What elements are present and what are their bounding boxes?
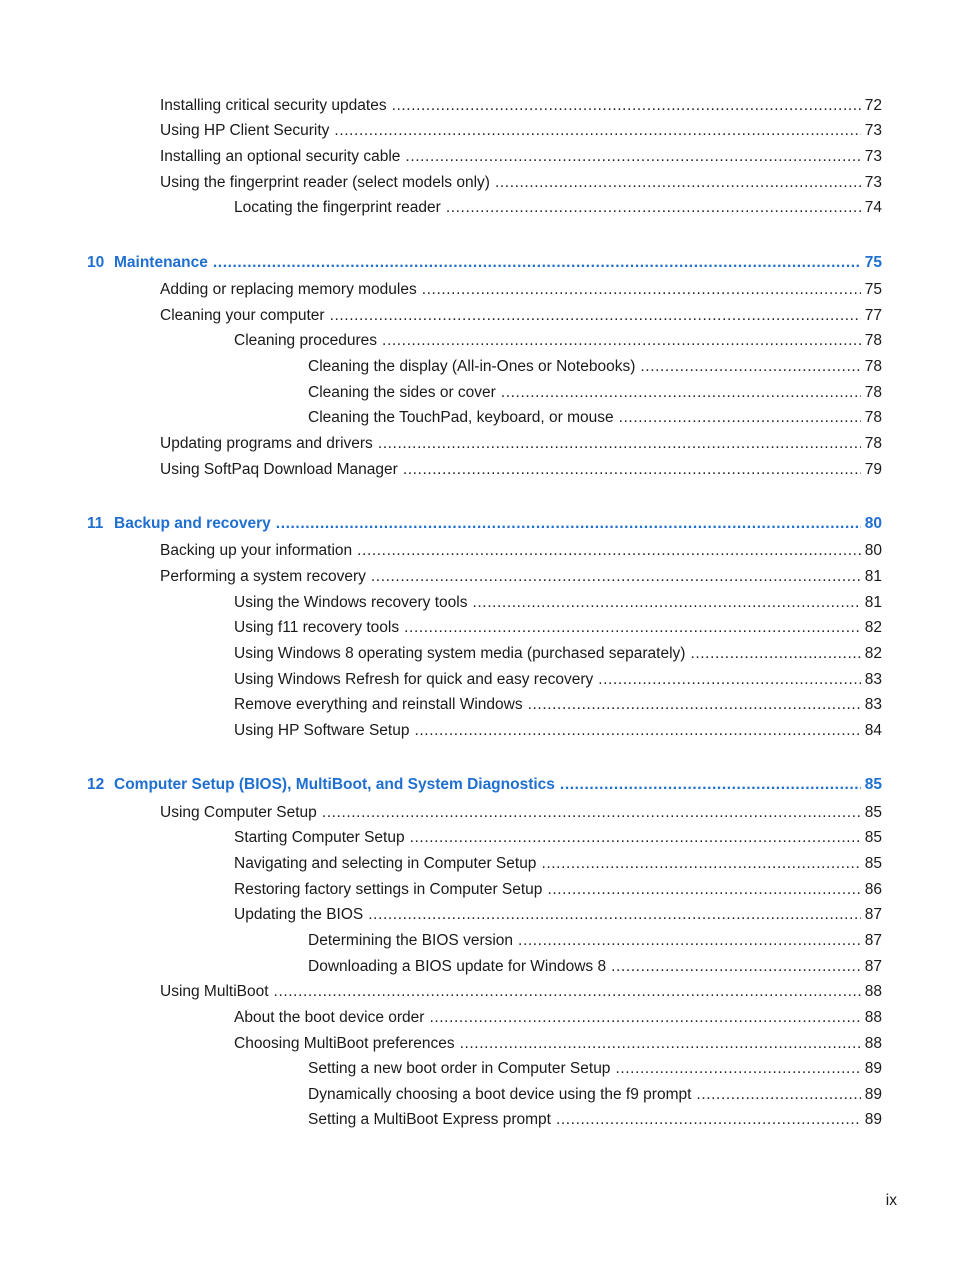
dot-leader <box>556 1109 861 1131</box>
toc-entry[interactable] <box>160 802 882 824</box>
toc-entry-title: Using Windows 8 operating system media (purchased separately) <box>234 645 686 662</box>
toc-entry-page: 87 <box>864 906 882 923</box>
toc-entry-page: 81 <box>864 594 882 611</box>
dot-leader <box>422 279 861 301</box>
toc-entry[interactable] <box>160 540 882 562</box>
toc-entry-page: 85 <box>864 804 882 821</box>
dot-leader <box>368 904 861 926</box>
toc-entry-title: Cleaning the TouchPad, keyboard, or mouse <box>308 409 614 426</box>
dot-leader <box>405 146 860 168</box>
toc-entry-title: Dynamically choosing a boot device using the f9 prompt <box>308 1086 692 1103</box>
dot-leader <box>213 252 861 274</box>
page-number: ix <box>885 1192 897 1209</box>
dot-leader <box>560 774 861 796</box>
toc-entry-page: 86 <box>864 881 882 898</box>
toc-entry[interactable] <box>234 827 882 849</box>
toc-entry-title: Remove everything and reinstall Windows <box>234 696 523 713</box>
toc-entry-page: 73 <box>864 122 882 139</box>
dot-leader <box>615 1058 860 1080</box>
toc-entry-title: Updating programs and drivers <box>160 435 373 452</box>
toc-entry-page: 88 <box>864 1009 882 1026</box>
toc-entry[interactable] <box>160 305 882 327</box>
toc-entry-title: Using the fingerprint reader (select models only) <box>160 174 490 191</box>
toc-entry-page: 89 <box>864 1086 882 1103</box>
toc-entry-title: Cleaning your computer <box>160 307 325 324</box>
toc-entry-title: Using SoftPaq Download Manager <box>160 461 398 478</box>
toc-entry-page: 88 <box>864 983 882 1000</box>
toc-entry-page: 85 <box>864 776 882 793</box>
dot-leader <box>640 356 860 378</box>
dot-leader <box>357 540 861 562</box>
toc-entry-page: 73 <box>864 174 882 191</box>
toc-chapter-entry[interactable] <box>87 513 882 535</box>
dot-leader <box>404 617 861 639</box>
toc-entry[interactable] <box>234 853 882 875</box>
toc-entry[interactable] <box>308 1084 882 1106</box>
dot-leader <box>274 981 861 1003</box>
dot-leader <box>690 643 860 665</box>
dot-leader <box>446 197 861 219</box>
toc-entry[interactable] <box>160 95 882 117</box>
dot-leader <box>410 827 861 849</box>
dot-leader <box>528 694 861 716</box>
dot-leader <box>334 120 860 142</box>
dot-leader <box>696 1084 860 1106</box>
toc-entry[interactable] <box>308 407 882 429</box>
toc-entry-page: 84 <box>864 722 882 739</box>
toc-entry-page: 87 <box>864 958 882 975</box>
toc-entry-page: 83 <box>864 671 882 688</box>
toc-entry-page: 74 <box>864 199 882 216</box>
toc-entry-page: 79 <box>864 461 882 478</box>
toc-entry[interactable] <box>234 669 882 691</box>
toc-entry-page: 75 <box>864 254 882 271</box>
chapter-number: 12 <box>87 776 105 793</box>
toc-entry-title: Adding or replacing memory modules <box>160 281 417 298</box>
toc-entry-title: Starting Computer Setup <box>234 829 405 846</box>
toc-entry[interactable] <box>234 720 882 742</box>
dot-leader <box>382 330 861 352</box>
dot-leader <box>611 956 861 978</box>
toc-entry[interactable] <box>308 382 882 404</box>
toc-entry[interactable] <box>234 197 882 219</box>
dot-leader <box>330 305 861 327</box>
toc-entry-title: Updating the BIOS <box>234 906 364 923</box>
toc-entry-title: Determining the BIOS version <box>308 932 514 949</box>
toc-entry[interactable] <box>308 1058 882 1080</box>
toc-chapter-entry[interactable] <box>87 252 882 274</box>
dot-leader <box>619 407 861 429</box>
toc-entry[interactable] <box>160 981 882 1003</box>
toc-entry-page: 78 <box>864 358 882 375</box>
toc-entry-title: Downloading a BIOS update for Windows 8 <box>308 958 607 975</box>
dot-leader <box>541 853 860 875</box>
toc-entry-title: Restoring factory settings in Computer Setup <box>234 881 543 898</box>
toc-entry-title: Performing a system recovery <box>160 568 366 585</box>
toc-entry-page: 88 <box>864 1035 882 1052</box>
toc-entry-page: 85 <box>864 855 882 872</box>
toc-entry-page: 77 <box>864 307 882 324</box>
toc-entry-page: 87 <box>864 932 882 949</box>
toc-entry-title: Cleaning the sides or cover <box>308 384 496 401</box>
toc-entry-title: Using HP Client Security <box>160 122 330 139</box>
dot-leader <box>518 930 861 952</box>
toc-entry-title: Using Computer Setup <box>160 804 317 821</box>
toc-entry-title: Installing an optional security cable <box>160 148 401 165</box>
toc-entry-title: Setting a MultiBoot Express prompt <box>308 1111 551 1128</box>
dot-leader <box>460 1033 861 1055</box>
toc-entry[interactable] <box>234 879 882 901</box>
toc-entry-title: Choosing MultiBoot preferences <box>234 1035 455 1052</box>
toc-entry[interactable] <box>234 617 882 639</box>
toc-entry[interactable] <box>160 120 882 142</box>
toc-entry-title: About the boot device order <box>234 1009 425 1026</box>
toc-entry-page: 85 <box>864 829 882 846</box>
dot-leader <box>378 433 861 455</box>
toc-entry-page: 80 <box>864 542 882 559</box>
toc-entry-page: 82 <box>864 645 882 662</box>
toc-entry[interactable] <box>234 592 882 614</box>
toc-entry-title: Navigating and selecting in Computer Setup <box>234 855 537 872</box>
toc-entry[interactable] <box>160 146 882 168</box>
toc-entry[interactable] <box>160 459 882 481</box>
chapter-number: 11 <box>87 515 104 532</box>
dot-leader <box>276 513 861 535</box>
toc-entry-title: Cleaning the display (All-in-Ones or Notebooks) <box>308 358 636 375</box>
toc-entry[interactable] <box>308 930 882 952</box>
toc-entry-page: 73 <box>864 148 882 165</box>
dot-leader <box>392 95 861 117</box>
toc-entry-page: 72 <box>864 97 882 114</box>
chapter-number: 10 <box>87 254 105 271</box>
toc-entry[interactable] <box>234 330 882 352</box>
toc-entry-title: Cleaning procedures <box>234 332 378 349</box>
toc-entry-page: 80 <box>864 515 882 532</box>
dot-leader <box>429 1007 860 1029</box>
toc-entry[interactable] <box>234 694 882 716</box>
toc-entry[interactable] <box>160 566 882 588</box>
toc-entry-title: Locating the fingerprint reader <box>234 199 441 216</box>
toc-entry[interactable] <box>234 1033 882 1055</box>
toc-entry-title: Using the Windows recovery tools <box>234 594 468 611</box>
toc-entry-title: Installing critical security updates <box>160 97 387 114</box>
toc-entry[interactable] <box>234 904 882 926</box>
toc-entry[interactable] <box>160 433 882 455</box>
dot-leader <box>598 669 861 691</box>
toc-entry-title: Maintenance <box>114 254 208 271</box>
dot-leader <box>501 382 861 404</box>
toc-entry[interactable] <box>308 356 882 378</box>
toc-entry-page: 82 <box>864 619 882 636</box>
dot-leader <box>495 172 861 194</box>
toc-entry-page: 78 <box>864 435 882 452</box>
toc-entry[interactable] <box>234 643 882 665</box>
toc-entry[interactable] <box>308 1109 882 1131</box>
toc-chapter-entry[interactable] <box>87 774 882 796</box>
toc-entry[interactable] <box>308 956 882 978</box>
toc-entry-title: Backing up your information <box>160 542 353 559</box>
dot-leader <box>414 720 860 742</box>
toc-entry[interactable] <box>160 172 882 194</box>
toc-entry-title: Using f11 recovery tools <box>234 619 400 636</box>
toc-entry-page: 89 <box>864 1111 882 1128</box>
toc-entry-page: 78 <box>864 409 882 426</box>
toc-entry-page: 78 <box>864 332 882 349</box>
toc-entry-title: Backup and recovery <box>114 515 271 532</box>
toc-entry-page: 78 <box>864 384 882 401</box>
toc-entry-title: Setting a new boot order in Computer Setup <box>308 1060 611 1077</box>
toc-entry[interactable] <box>160 279 882 301</box>
toc-entry-title: Computer Setup (BIOS), MultiBoot, and System Diagnostics <box>114 776 555 793</box>
dot-leader <box>547 879 860 901</box>
toc-entry-title: Using MultiBoot <box>160 983 269 1000</box>
toc-entry-title: Using HP Software Setup <box>234 722 410 739</box>
toc-entry-title: Using Windows Refresh for quick and easy recovery <box>234 671 594 688</box>
toc-entry-page: 81 <box>864 568 882 585</box>
toc-entry-page: 83 <box>864 696 882 713</box>
toc-entry-page: 75 <box>864 281 882 298</box>
toc-entry-page: 89 <box>864 1060 882 1077</box>
dot-leader <box>371 566 861 588</box>
dot-leader <box>322 802 861 824</box>
dot-leader <box>472 592 860 614</box>
dot-leader <box>403 459 861 481</box>
toc-entry[interactable] <box>234 1007 882 1029</box>
